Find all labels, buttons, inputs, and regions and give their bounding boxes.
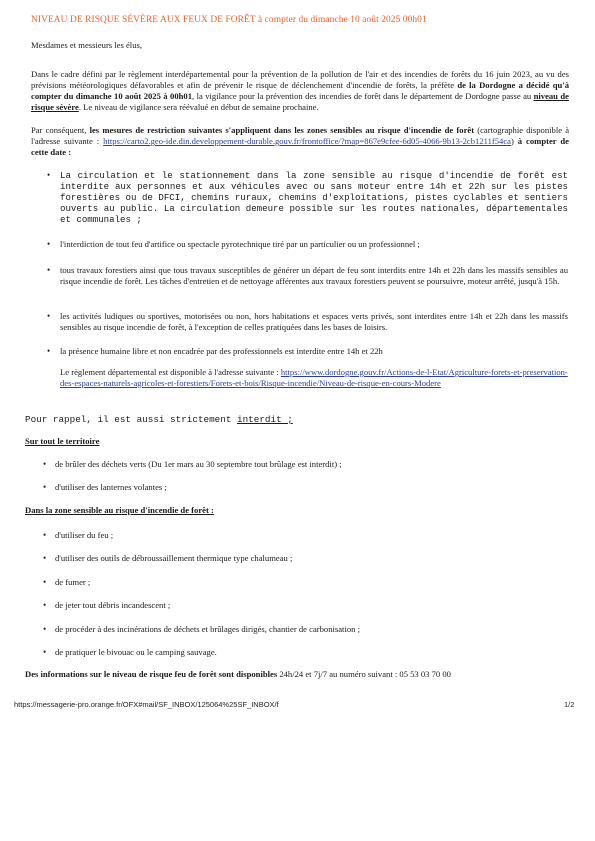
footer-url: https://messagerie-pro.orange.fr/OFX#mail/SF_INBOX/125064%25SF_INBOX/f — [14, 700, 279, 709]
measure-circulation: La circulation et le stationnement dans la zone sensible au risque d'incendie de forêt est interdite aux personnes et aux véhicules avec ou sans moteur entre 14h et 22h sur les pistes forestières ou de DFCI, chemins ruraux, chemins d'exploitations, pistes cyclables et sentiers ouverts au public. La circulation demeure possible sur les routes nationales, départementales et communales ; — [60, 170, 568, 226]
reglement-paragraph — [60, 367, 570, 389]
consequence-date-bold: à compter de cette date : — [31, 136, 569, 157]
risk-level-emphasis: niveau de risque sévère — [31, 91, 569, 112]
page-number: 1/2 — [564, 700, 575, 709]
territoire-heading: Sur tout le territoire — [25, 436, 100, 446]
measure-leisure: les activités ludiques ou sportives, motorisées ou non, hors habitations et espaces verts privés, sont interdites entre 14h et 22h dans les massifs sensibles au risque incendie de forêt, à l'exception de celles pratiquées dans les bases de loisirs. — [60, 311, 568, 332]
bullet-dot: • — [43, 600, 47, 610]
consequence-bold: les mesures de restriction suivantes s'appliquent dans les zones sensibles au risque d'incendie de forêt — [89, 125, 475, 135]
bullet-dot: • — [47, 170, 51, 180]
consequence-text-3: ) — [510, 136, 518, 146]
bullet-dot: • — [43, 647, 47, 657]
rappel-line — [25, 414, 293, 426]
consequence-text-2: (cartographie disponible à l'adresse suivante : — [31, 125, 570, 146]
intro-text-1: Dans le cadre défini par le règlement interdépartemental pour la prévention de la pollution de l'air et des incendies de forêts du 16 juin 2023, au vu des prévisions météorologiques défavorables et afin de prévenir le risque de déclenchement d'incendie de forêts, la préfète — [31, 69, 569, 90]
zone-heading: Dans la zone sensible au risque d'incendie de forêt : — [25, 505, 214, 515]
intro-text-2: , la vigilance pour la prévention des incendies de forêt dans le département de Dordogne passe au — [192, 91, 534, 101]
intro-text-3: . Le niveau de vigilance sera réévalué en début de semaine prochaine. — [78, 102, 319, 112]
zone-item: de fumer ; — [55, 577, 91, 587]
bullet-dot: • — [47, 239, 51, 249]
measure-presence: la présence humaine libre et non encadrée par des professionnels est interdite entre 14h et 22h — [60, 346, 383, 356]
zone-item: d'utiliser des outils de débroussaillement thermique type chalumeau ; — [55, 553, 293, 563]
zone-item: d'utiliser du feu ; — [55, 530, 114, 540]
reglement-text: Le règlement départemental est disponible à l'adresse suivante : — [60, 367, 281, 377]
territoire-item: d'utiliser des lanternes volantes ; — [55, 482, 167, 492]
bullet-dot: • — [43, 624, 47, 634]
carto-link[interactable]: https://carto2.geo-ide.din.developpement-durable.gouv.fr/frontoffice/?map=867e9cfee-6d05-4066-9b13-2cb1211f54ca — [103, 136, 511, 146]
zone-item: de jeter tout débris incandescent ; — [55, 600, 171, 610]
bullet-dot: • — [47, 265, 51, 275]
measure-fireworks: l'interdiction de tout feu d'artifice ou spectacle pyrotechnique tiré par un particulier ou un professionnel ; — [60, 239, 420, 249]
info-bold: Des informations sur le niveau de risque feu de forêt sont disponibles — [25, 669, 278, 679]
bullet-dot: • — [43, 482, 47, 492]
bullet-dot: • — [43, 553, 47, 563]
info-phone: 24h/24 et 7j/7 au numéro suivant : 05 53 03 70 00 — [277, 669, 451, 679]
info-line — [25, 669, 570, 680]
rappel-text: Pour rappel, il est aussi strictement — [25, 414, 238, 425]
measure-forestry: tous travaux forestiers ainsi que tous travaux susceptibles de générer un départ de feu sont interdits entre 14h et 22h dans les massifs sensibles au risque incendie de forêt. Les tâches d'entretien et de nettoyage afférentes aux travaux forestiers peuvent se poursuivre, moteur arrêté, jusqu'à 15h. — [60, 265, 568, 286]
zone-item: de procéder à des incinérations de déchets et brûlages dirigés, chantier de carbonisation ; — [55, 624, 360, 634]
bullet-dot: • — [43, 530, 47, 540]
interdit-emphasis: interdit ; — [237, 414, 293, 425]
consequence-text-1: Par conséquent, — [31, 125, 90, 135]
intro-paragraph — [31, 69, 569, 113]
zone-item: de pratiquer le bivouac ou le camping sauvage. — [55, 647, 217, 657]
reglement-link[interactable]: https://www.dordogne.gouv.fr/Actions-de-l-Etat/Agriculture-forets-et-preservation-des-espaces-naturels-agricoles-et-forestiers/Forets-et-bois/Risque-incendie/Niveau-de-risque-en-cours-Modere — [60, 367, 568, 388]
bullet-dot: • — [43, 459, 47, 469]
bullet-dot: • — [47, 346, 51, 356]
territoire-item: de brûler des déchets verts (Du 1er mars au 30 septembre tout brûlage est interdit) ; — [55, 459, 342, 469]
document-title: NIVEAU DE RISQUE SÉVÈRE AUX FEUX DE FORÊT à compter du dimanche 10 août 2025 00h01 — [31, 15, 427, 25]
consequence-paragraph — [31, 125, 569, 158]
intro-date-bold: de la Dordogne a décidé qu'à compter du dimanche 10 août 2025 à 00h01 — [31, 80, 569, 101]
bullet-dot: • — [47, 311, 51, 321]
salutation: Mesdames et messieurs les élus, — [31, 40, 142, 50]
bullet-dot: • — [43, 577, 47, 587]
